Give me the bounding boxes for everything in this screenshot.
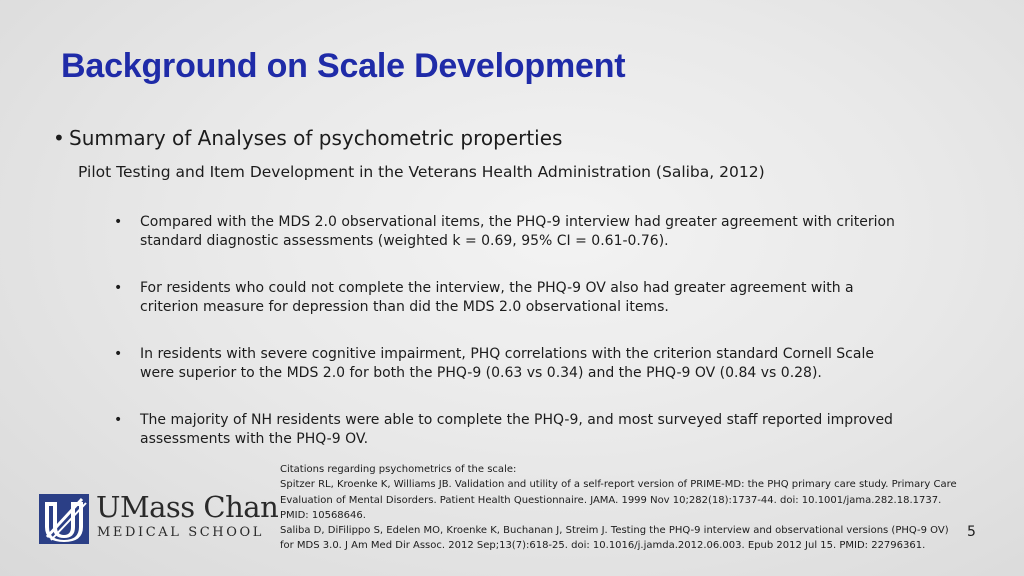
logo-name: UMass Chan (96, 490, 279, 524)
bullet-text: In residents with severe cognitive impairment, PHQ correlations with the criterion standard Cornell Scale were superior to the MDS 2.0 for both the PHQ-9 (0.63 vs 0.34) and the PHQ-9 OV (0.84 vs 0.28). (140, 346, 874, 381)
subheading: Pilot Testing and Item Development in the Veterans Health Administration (Saliba, 2012) (78, 163, 765, 181)
list-item (114, 411, 914, 449)
bullet-level1 (53, 126, 562, 150)
bullet-marker: • (53, 126, 65, 150)
bullet-list (114, 213, 914, 477)
bullet-level1-text: Summary of Analyses of psychometric properties (69, 126, 563, 150)
citations-heading: Citations regarding psychometrics of the scale: (280, 464, 517, 475)
list-item (114, 345, 914, 383)
page-number: 5 (967, 524, 976, 540)
bullet-text: Compared with the MDS 2.0 observational items, the PHQ-9 interview had greater agreement with criterion standard diagnostic assessments (weighted k = 0.69, 95% CI = 0.61-0.76). (140, 214, 895, 249)
page-title: Background on Scale Development (61, 47, 626, 85)
citation-entry: Spitzer RL, Kroenke K, Williams JB. Validation and utility of a self-report version of PRIME-MD: the PHQ primary care study. Primary Care Evaluation of Mental Disorders. Patient Health Questionnaire. JAMA. 1999 Nov 10;282(18):1737-44. doi: 10.1001/jama.282.18.1737. PMID: 10568646. (280, 479, 957, 521)
citation-entry: Saliba D, DiFilippo S, Edelen MO, Kroenke K, Buchanan J, Streim J. Testing the PHQ-9 interview and observational versions (PHQ-9 OV) for MDS 3.0. J Am Med Dir Assoc. 2012 Sep;13(7):618-25. doi: 10.1016/j.jamda.2012.06.003. Epub 2012 Jul 15. PMID: 22796361. (280, 525, 949, 552)
bullet-marker: • (114, 214, 123, 230)
bullet-text: For residents who could not complete the interview, the PHQ-9 OV also had greater agreement with a criterion measure for depression than did the MDS 2.0 observational items. (140, 280, 854, 315)
list-item (114, 213, 914, 251)
umass-chan-logo (38, 490, 279, 545)
umass-shield-logo-icon (38, 493, 90, 545)
bullet-marker: • (114, 412, 123, 428)
bullet-marker: • (114, 346, 123, 362)
logo-school: MEDICAL SCHOOL (97, 525, 264, 540)
bullet-marker: • (114, 280, 123, 296)
bullet-text: The majority of NH residents were able to complete the PHQ-9, and most surveyed staff reported improved assessments with the PHQ-9 OV. (140, 412, 893, 447)
citations (280, 462, 964, 554)
list-item (114, 279, 914, 317)
